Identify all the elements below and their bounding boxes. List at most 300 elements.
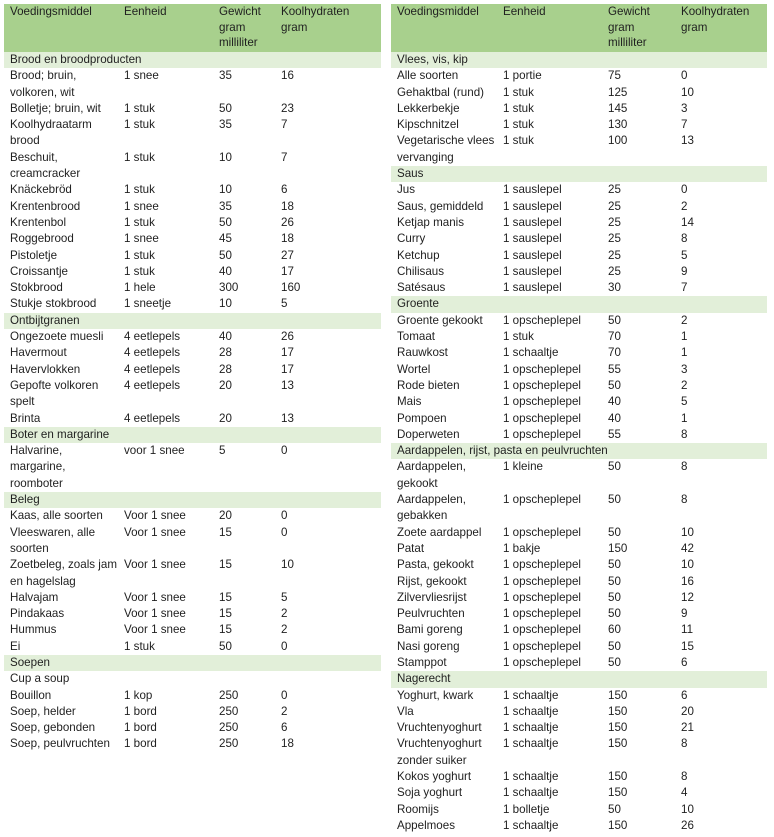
food-name-cell: Aardappelen, gekookt: [397, 460, 466, 490]
header-unit-label: Eenheid: [124, 5, 167, 18]
table-row: [4, 590, 381, 606]
unit-cell: 1 stuk: [503, 118, 534, 132]
food-name-cell: Stukje stokbrood: [10, 297, 97, 311]
food-name-cell: Brinta: [10, 411, 41, 425]
unit-cell: 1 schaaltje: [503, 688, 559, 702]
unit-cell: 1 snee: [124, 69, 159, 83]
unit-cell: 1 stuk: [124, 639, 155, 653]
table-row: [391, 590, 767, 606]
table-row: [391, 362, 767, 378]
carbs-cell: 5: [281, 590, 288, 604]
food-name-cell: Gepofte volkoren spelt: [10, 378, 99, 409]
carbs-cell: 8: [681, 493, 688, 507]
table-row: [391, 818, 767, 834]
food-name-cell: Havermout: [10, 346, 67, 360]
food-name-cell: Krentenbol: [10, 215, 67, 229]
unit-cell: 1 schaaltje: [503, 704, 559, 718]
food-name-cell: Curry: [397, 232, 426, 246]
unit-cell: 1 stuk: [124, 264, 155, 278]
food-name-cell: Groente gekookt: [397, 313, 483, 327]
weight-cell: 20: [219, 378, 232, 392]
food-name-cell: Brood; bruin, volkoren, wit: [10, 69, 77, 99]
table-row: [4, 280, 381, 296]
weight-cell: 250: [219, 737, 239, 751]
unit-cell: 1 stuk: [124, 118, 155, 132]
weight-cell: 130: [608, 118, 628, 132]
section-title: Boter en margarine: [4, 427, 381, 443]
food-name-cell: Nasi goreng: [397, 639, 460, 653]
unit-cell: 1 schaaltje: [503, 721, 559, 735]
food-name-cell: Roomijs: [397, 802, 439, 816]
section-title: Vlees, vis, kip: [391, 52, 767, 68]
carbs-cell: 23: [281, 101, 294, 115]
unit-cell: 1 sauslepel: [503, 264, 562, 278]
section-row: [4, 313, 381, 329]
section-title: Soepen: [4, 655, 381, 671]
weight-cell: 50: [219, 101, 232, 115]
weight-cell: 70: [608, 330, 621, 344]
table-row: [391, 313, 767, 329]
table-row: [391, 133, 767, 166]
carbs-cell: 10: [681, 802, 694, 816]
unit-cell: 1 opscheplepel: [503, 623, 581, 637]
carbs-cell: 6: [281, 721, 288, 735]
weight-cell: 5: [219, 444, 226, 458]
food-name-cell: Ei: [10, 639, 21, 653]
table-row: [4, 508, 381, 524]
weight-cell: 20: [219, 509, 232, 523]
carbs-cell: 7: [681, 118, 688, 132]
weight-cell: 40: [219, 330, 232, 344]
unit-cell: 1 opscheplepel: [503, 655, 581, 669]
weight-cell: 50: [608, 525, 621, 539]
carbs-cell: 14: [681, 215, 694, 229]
carbs-cell: 18: [281, 199, 294, 213]
header-weight: [602, 4, 675, 52]
food-name-cell: Koolhydraatarm brood: [10, 118, 92, 148]
food-name-cell: Halvarine, margarine, roomboter: [10, 444, 66, 490]
section-title: Saus: [391, 166, 767, 182]
table-body-left: [4, 52, 381, 753]
table-row: [391, 459, 767, 492]
table-row: [391, 688, 767, 704]
weight-cell: 150: [608, 786, 628, 800]
unit-cell: 1 bord: [124, 704, 157, 718]
table-row: [391, 182, 767, 198]
food-name-cell: Pindakaas: [10, 607, 65, 621]
carbs-cell: 6: [681, 688, 688, 702]
carbs-cell: [275, 671, 381, 687]
unit-cell: 1 sauslepel: [503, 199, 562, 213]
section-row: [391, 671, 767, 687]
carbs-cell: 2: [281, 704, 288, 718]
weight-cell: 50: [608, 493, 621, 507]
weight-cell: 150: [608, 721, 628, 735]
table-row: [391, 557, 767, 573]
table-row: [4, 296, 381, 312]
header-weight-line3: milliliter: [608, 36, 647, 50]
weight-cell: 125: [608, 85, 628, 99]
unit-cell: Voor 1 snee: [124, 525, 186, 539]
food-name-cell: Vruchtenyoghurt: [397, 721, 482, 735]
food-name-cell: Kaas, alle soorten: [10, 509, 103, 523]
section-row: [391, 166, 767, 182]
section-title: Beleg: [4, 492, 381, 508]
weight-cell: 20: [219, 411, 232, 425]
food-name-cell: Ongezoete muesli: [10, 330, 104, 344]
unit-cell: 1 snee: [124, 199, 159, 213]
table-row: [4, 68, 381, 101]
weight-cell: 50: [608, 313, 621, 327]
weight-cell: 250: [219, 704, 239, 718]
food-name-cell: Patat: [397, 541, 425, 555]
table-row: [391, 525, 767, 541]
unit-cell: Voor 1 snee: [124, 509, 186, 523]
header-weight-line1: Gewicht: [219, 5, 261, 18]
weight-cell: 25: [608, 215, 621, 229]
weight-cell: 50: [608, 574, 621, 588]
unit-cell: Voor 1 snee: [124, 623, 186, 637]
weight-cell: 150: [608, 737, 628, 751]
table-row: [391, 394, 767, 410]
unit-cell: 1 sneetje: [124, 297, 172, 311]
weight-cell: 25: [608, 199, 621, 213]
carbs-cell: 7: [281, 150, 288, 164]
carbs-cell: 8: [681, 427, 688, 441]
unit-cell: 1 opscheplepel: [503, 378, 581, 392]
weight-cell: 300: [219, 281, 239, 295]
food-name-cell: Zilvervliesrijst: [397, 590, 467, 604]
unit-cell: 1 kleine: [503, 460, 543, 474]
unit-cell: 4 eetlepels: [124, 346, 181, 360]
weight-cell: 70: [608, 346, 621, 360]
unit-cell: Voor 1 snee: [124, 558, 186, 572]
table-header: [391, 4, 767, 52]
carbs-cell: 20: [681, 704, 694, 718]
table-row: [391, 264, 767, 280]
carbs-cell: 1: [681, 411, 688, 425]
food-name-cell: Ketjap manis: [397, 215, 465, 229]
weight-cell: 50: [608, 460, 621, 474]
carbs-cell: 0: [281, 444, 288, 458]
weight-cell: 10: [219, 150, 232, 164]
food-name-cell: Mais: [397, 395, 422, 409]
food-name-cell: Roggebrood: [10, 232, 74, 246]
table-row: [391, 280, 767, 296]
weight-cell: 150: [608, 704, 628, 718]
weight-cell: 40: [608, 395, 621, 409]
food-name-cell: Vruchtenyoghurt zonder suiker: [397, 737, 482, 767]
unit-cell: [118, 671, 213, 687]
food-name-cell: Jus: [397, 183, 416, 197]
unit-cell: 1 kop: [124, 688, 153, 702]
section-row: [391, 296, 767, 312]
table-row: [4, 329, 381, 345]
unit-cell: 1 schaaltje: [503, 818, 559, 832]
food-name-cell: Saus, gemiddeld: [397, 199, 484, 213]
weight-cell: 150: [608, 770, 628, 784]
unit-cell: Voor 1 snee: [124, 607, 186, 621]
section-row: [4, 655, 381, 671]
weight-cell: 250: [219, 688, 239, 702]
food-name-cell: Rijst, gekookt: [397, 574, 467, 588]
header-carbs: [675, 4, 767, 52]
food-name-cell: Bami goreng: [397, 623, 463, 637]
table-row: [4, 411, 381, 427]
table-row: [391, 427, 767, 443]
table-row: [4, 199, 381, 215]
table-row: [4, 443, 381, 492]
unit-cell: 1 sauslepel: [503, 281, 562, 295]
carbs-cell: 26: [281, 330, 294, 344]
weight-cell: 50: [219, 248, 232, 262]
carbs-cell: 7: [281, 118, 288, 132]
food-name-cell: Kipschnitzel: [397, 118, 459, 132]
table-row: [391, 655, 767, 671]
food-name-cell: Soep, gebonden: [10, 721, 96, 735]
carbs-cell: 8: [681, 460, 688, 474]
food-name-cell: Krentenbrood: [10, 199, 81, 213]
food-name-cell: Hummus: [10, 623, 57, 637]
header-unit: [497, 4, 602, 52]
carbs-cell: 8: [681, 232, 688, 246]
weight-cell: 15: [219, 525, 232, 539]
food-name-cell: Zoetbeleg, zoals jam en hagelslag: [10, 558, 117, 588]
unit-cell: 1 opscheplepel: [503, 574, 581, 588]
carbs-cell: 2: [281, 623, 288, 637]
food-name-cell: Peulvruchten: [397, 607, 465, 621]
header-carbs-line1: Koolhydraten: [281, 5, 350, 18]
table-row: [4, 117, 381, 150]
header-food: [4, 4, 118, 52]
food-name-cell: Zoete aardappel: [397, 525, 482, 539]
weight-cell: 50: [219, 639, 232, 653]
unit-cell: 1 opscheplepel: [503, 395, 581, 409]
weight-cell: 50: [608, 607, 621, 621]
carbs-cell: 0: [281, 509, 288, 523]
unit-cell: 1 opscheplepel: [503, 607, 581, 621]
unit-cell: 4 eetlepels: [124, 362, 181, 376]
carbs-cell: 160: [281, 281, 301, 295]
table-row: [4, 720, 381, 736]
carbs-cell: 9: [681, 607, 688, 621]
table-row: [4, 101, 381, 117]
table-row: [391, 248, 767, 264]
weight-cell: 15: [219, 607, 232, 621]
header-weight: [213, 4, 275, 52]
carbs-cell: 10: [681, 558, 694, 572]
food-name-cell: Bolletje; bruin, wit: [10, 101, 101, 115]
carbs-cell: 13: [281, 411, 294, 425]
carbs-cell: 17: [281, 362, 294, 376]
table-row: [4, 215, 381, 231]
carbs-cell: 16: [281, 69, 294, 83]
carbs-cell: 42: [681, 541, 694, 555]
header-carbs-line2: gram: [681, 20, 708, 34]
weight-cell: 45: [219, 232, 232, 246]
food-name-cell: Soep, peulvruchten: [10, 737, 110, 751]
table-row: [4, 362, 381, 378]
food-name-cell: Halvajam: [10, 590, 59, 604]
carbs-cell: 26: [281, 215, 294, 229]
unit-cell: 1 stuk: [124, 248, 155, 262]
table-row: [391, 785, 767, 801]
carbs-cell: 5: [681, 395, 688, 409]
table-row: [391, 541, 767, 557]
unit-cell: 1 hele: [124, 281, 156, 295]
carbs-cell: 16: [681, 574, 694, 588]
food-name-cell: Pompoen: [397, 411, 447, 425]
food-name-cell: Pasta, gekookt: [397, 558, 474, 572]
food-name-cell: Cup a soup: [10, 672, 70, 686]
unit-cell: 1 opscheplepel: [503, 558, 581, 572]
carbs-cell: 6: [281, 183, 288, 197]
unit-cell: 1 opscheplepel: [503, 362, 581, 376]
food-name-cell: Rauwkost: [397, 346, 448, 360]
unit-cell: 4 eetlepels: [124, 411, 181, 425]
unit-cell: 1 sauslepel: [503, 248, 562, 262]
table-row: [4, 264, 381, 280]
table-row: [4, 704, 381, 720]
unit-cell: 1 opscheplepel: [503, 411, 581, 425]
table-row: [4, 557, 381, 590]
table-row: [4, 378, 381, 411]
food-name-cell: Stamppot: [397, 655, 447, 669]
carbs-cell: 8: [681, 770, 688, 784]
table-row: [391, 622, 767, 638]
weight-cell: 50: [608, 802, 621, 816]
unit-cell: 1 schaaltje: [503, 770, 559, 784]
carbs-cell: 0: [681, 69, 688, 83]
table-row: [391, 411, 767, 427]
carb-table-right: [391, 4, 767, 834]
carbs-cell: 4: [681, 786, 688, 800]
unit-cell: 1 stuk: [124, 101, 155, 115]
food-name-cell: Soep, helder: [10, 704, 76, 718]
weight-cell: 50: [608, 655, 621, 669]
table-row: [391, 492, 767, 525]
food-name-cell: Ketchup: [397, 248, 440, 262]
weight-cell: 10: [219, 297, 232, 311]
carbs-cell: 6: [681, 655, 688, 669]
unit-cell: 1 bakje: [503, 541, 541, 555]
weight-cell: 250: [219, 721, 239, 735]
food-name-cell: Aardappelen, gebakken: [397, 493, 466, 523]
carbs-cell: 11: [681, 623, 694, 637]
weight-cell: 50: [608, 378, 621, 392]
table-body-right: [391, 52, 767, 834]
table-row: [391, 769, 767, 785]
carbs-cell: 27: [281, 248, 294, 262]
carbs-cell: 2: [281, 607, 288, 621]
food-name-cell: Gehaktbal (rund): [397, 85, 484, 99]
weight-cell: 28: [219, 346, 232, 360]
table-row: [4, 231, 381, 247]
unit-cell: 1 opscheplepel: [503, 525, 581, 539]
carbs-cell: 0: [681, 183, 688, 197]
unit-cell: 1 sauslepel: [503, 183, 562, 197]
table-row: [391, 231, 767, 247]
food-name-cell: Chilisaus: [397, 264, 445, 278]
food-name-cell: Kokos yoghurt: [397, 770, 472, 784]
table-row: [4, 622, 381, 638]
table-row: [4, 345, 381, 361]
weight-cell: 145: [608, 101, 628, 115]
weight-cell: 75: [608, 69, 621, 83]
table-row: [391, 704, 767, 720]
table-header: [4, 4, 381, 52]
section-row: [391, 52, 767, 68]
carbs-cell: 5: [281, 297, 288, 311]
weight-cell: [213, 671, 275, 687]
food-name-cell: Croissantje: [10, 264, 68, 278]
header-food-label: Voedingsmiddel: [397, 5, 479, 18]
unit-cell: 1 opscheplepel: [503, 590, 581, 604]
section-title: Ontbijtgranen: [4, 313, 381, 329]
carbs-cell: 7: [681, 281, 688, 295]
table-row: [391, 736, 767, 769]
header-weight-line2: gram: [219, 20, 246, 34]
carbs-cell: 17: [281, 264, 294, 278]
food-name-cell: Satésaus: [397, 281, 446, 295]
unit-cell: 1 bord: [124, 737, 157, 751]
carbs-cell: 0: [281, 688, 288, 702]
carbs-cell: 8: [681, 737, 688, 751]
carbs-cell: 21: [681, 721, 694, 735]
header-unit-label: Eenheid: [503, 5, 546, 18]
weight-cell: 10: [219, 183, 232, 197]
unit-cell: 1 portie: [503, 69, 542, 83]
weight-cell: 100: [608, 134, 628, 148]
weight-cell: 25: [608, 248, 621, 262]
table-row: [4, 606, 381, 622]
unit-cell: 1 stuk: [503, 101, 534, 115]
table-row: [4, 150, 381, 183]
carbs-cell: 5: [681, 248, 688, 262]
header-unit: [118, 4, 213, 52]
table-row: [4, 525, 381, 558]
food-name-cell: Pistoletje: [10, 248, 58, 262]
carbs-cell: 2: [681, 199, 688, 213]
food-name-cell: Vla: [397, 704, 414, 718]
unit-cell: voor 1 snee: [124, 444, 185, 458]
table-row: [391, 215, 767, 231]
carbs-cell: 3: [681, 362, 688, 376]
unit-cell: Voor 1 snee: [124, 590, 186, 604]
carb-table-left: [4, 4, 381, 753]
weight-cell: 150: [608, 818, 628, 832]
weight-cell: 40: [219, 264, 232, 278]
unit-cell: 4 eetlepels: [124, 378, 181, 392]
food-name-cell: Tomaat: [397, 330, 436, 344]
food-name-cell: Lekkerbekje: [397, 101, 460, 115]
weight-cell: 15: [219, 558, 232, 572]
weight-cell: 25: [608, 232, 621, 246]
weight-cell: 25: [608, 183, 621, 197]
carbs-cell: 9: [681, 264, 688, 278]
table-row: [4, 248, 381, 264]
carbs-cell: 13: [281, 378, 294, 392]
table-row: [4, 182, 381, 198]
unit-cell: 1 sauslepel: [503, 232, 562, 246]
unit-cell: 1 bord: [124, 721, 157, 735]
header-carbs-line1: Koolhydraten: [681, 5, 750, 18]
carbs-cell: 1: [681, 330, 688, 344]
food-name-cell: Wortel: [397, 362, 431, 376]
carbs-cell: 18: [281, 232, 294, 246]
table-row: [391, 85, 767, 101]
unit-cell: 1 schaaltje: [503, 737, 559, 751]
